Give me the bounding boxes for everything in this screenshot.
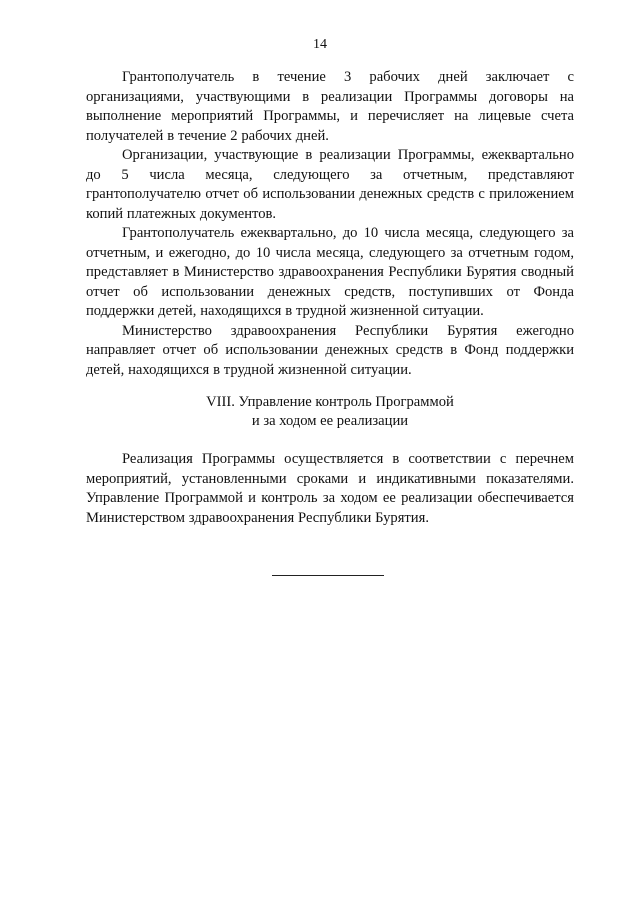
paragraph-organizations-report: Организации, участвующие в реализации Программы, ежеквартально до 5 числа месяца, следующего за отчетным, представляют грантополучателю отчет об использовании денежных средств с приложением копий платежных документов. [86,147,574,222]
end-rule-divider [272,575,384,576]
document-body [86,68,574,528]
section-heading-line-2: и за ходом ее реализации [251,412,409,429]
paragraph-ministry-report: Министерство здравоохранения Республики Бурятия ежегодно направляет отчет об использовании денежных средств в Фонд поддержки детей, находящихся в трудной жизненной ситуации. [86,322,574,378]
paragraph-program-implementation: Реализация Программы осуществляется в соответствии с перечнем мероприятий, установленными сроками и индикативными показателями. Управление Программой и контроль за ходом ее реализации обеспечивается Министерством здравоохранения Республики Бурятия. [86,451,574,526]
section-heading-line-1: VIII. Управление контроль Программой [206,394,454,410]
section-heading [86,393,574,430]
page-number: 14 [313,37,327,52]
paragraph-grant-recipient-report: Грантополучатель ежеквартально, до 10 числа месяца, следующего за отчетным, и ежегодно, до 10 числа месяца, следующего за отчетным годом, представляет в Министерство здравоохранения Республики Бурятия сводный отчет об использовании денежных средств, поступивших от Фонда поддержки детей, находящихся в трудной жизненной ситуации. [86,225,574,319]
paragraph-grant-recipient-contracts: Грантополучатель в течение 3 рабочих дней заключает с организациями, участвующими в реализации Программы договоры на выполнение мероприятий Программы, и перечисляет на лицевые счета получателей в течение 2 рабочих дней. [86,69,574,144]
